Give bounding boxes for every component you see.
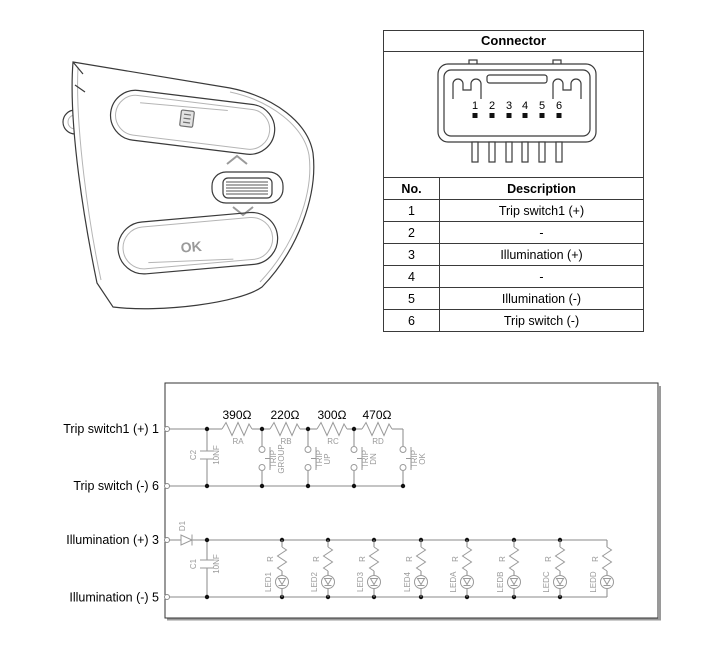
pin-table: [384, 178, 643, 331]
capacitor-name: C2: [189, 449, 198, 461]
led-resistor-label: R: [405, 556, 414, 562]
circuit-schematic: [55, 375, 701, 656]
table-row: [384, 288, 643, 310]
pin-desc-cell: Illumination (+): [440, 244, 644, 266]
capacitor-name: C1: [189, 558, 198, 570]
resistor-value: 220Ω: [270, 408, 300, 422]
pin-no-cell: 4: [384, 266, 440, 288]
pin-number: 2: [488, 100, 496, 112]
switch-label: UP: [323, 453, 332, 465]
pin-label: Illumination (-) 5: [69, 590, 159, 605]
connector-title: Connector: [384, 31, 643, 52]
led-resistor-label: R: [498, 556, 507, 562]
connector-face-svg: [384, 52, 641, 177]
led-name: LED2: [310, 571, 319, 593]
resistor-name: RB: [280, 437, 292, 446]
pin-desc-cell: -: [440, 266, 644, 288]
resistor-name: RD: [372, 437, 384, 446]
led-name: LEDB: [496, 571, 505, 593]
pin-no-cell: 2: [384, 222, 440, 244]
led-name: LED4: [403, 571, 412, 593]
pin-desc-cell: Trip switch (-): [440, 310, 644, 332]
pin-label: Illumination (+) 3: [66, 533, 159, 547]
led-name: LEDC: [542, 571, 551, 593]
pin-number: 1: [471, 100, 479, 112]
table-row: [384, 200, 643, 222]
document-icon: [180, 110, 195, 127]
pin-no-cell: 6: [384, 310, 440, 332]
switch-label: TRIP: [361, 449, 370, 469]
switch-label: GROUP: [277, 444, 286, 474]
led-name: LEDD: [589, 571, 598, 593]
switch-label: DN: [369, 453, 378, 465]
pin-table-header-row: [384, 178, 643, 200]
capacitor-value: 10NF: [212, 445, 221, 465]
pin-number: 3: [505, 100, 513, 112]
led-name: LED1: [264, 571, 273, 593]
led-name: LEDA: [449, 571, 458, 593]
table-row: [384, 244, 643, 266]
pin-label: Trip switch1 (+) 1: [63, 422, 159, 436]
resistor-name: RC: [327, 437, 339, 446]
led-resistor-label: R: [591, 556, 600, 562]
pin-desc-cell: Illumination (-): [440, 288, 644, 310]
switch-label: TRIP: [269, 449, 278, 469]
housing-outer: [438, 64, 596, 142]
resistor-value: 300Ω: [317, 408, 347, 422]
remote-body-outline: [63, 62, 314, 309]
resistor-value: 470Ω: [362, 408, 392, 422]
resistor-name: RA: [232, 437, 244, 446]
pin-desc-cell: Trip switch1 (+): [440, 200, 644, 222]
connector-drawing: [384, 52, 643, 178]
led-name: LED3: [356, 571, 365, 593]
col-header-no: No.: [384, 178, 440, 200]
connector-legs: [472, 142, 562, 162]
ok-label: OK: [179, 237, 203, 256]
led-resistor-label: R: [451, 556, 460, 562]
body-outer-path: [72, 62, 314, 309]
schematic-pin-labels: [63, 422, 159, 605]
switch-label: OK: [418, 453, 427, 465]
pin-number: 5: [538, 100, 546, 112]
resistor-value: 390Ω: [222, 408, 252, 422]
pin-desc-cell: -: [440, 222, 644, 244]
table-row: [384, 266, 643, 288]
led-resistor-label: R: [312, 556, 321, 562]
pin-number: 6: [555, 100, 563, 112]
capacitor-value: 10NF: [212, 554, 221, 574]
pin-number: 4: [521, 100, 529, 112]
steering-wheel-remote-illustration: [50, 45, 330, 330]
led-resistor-label: R: [544, 556, 553, 562]
switch-label: TRIP: [410, 449, 419, 469]
table-row: [384, 222, 643, 244]
pin-no-cell: 3: [384, 244, 440, 266]
pin-no-cell: 1: [384, 200, 440, 222]
pin-label: Trip switch (-) 6: [73, 479, 159, 493]
diode-name: D1: [178, 520, 187, 532]
pin-no-cell: 5: [384, 288, 440, 310]
connector-panel: [383, 30, 644, 332]
col-header-description: Description: [440, 178, 644, 200]
switch-label: TRIP: [315, 449, 324, 469]
table-row: [384, 310, 643, 332]
led-resistor-label: R: [358, 556, 367, 562]
led-resistor-label: R: [266, 556, 275, 562]
